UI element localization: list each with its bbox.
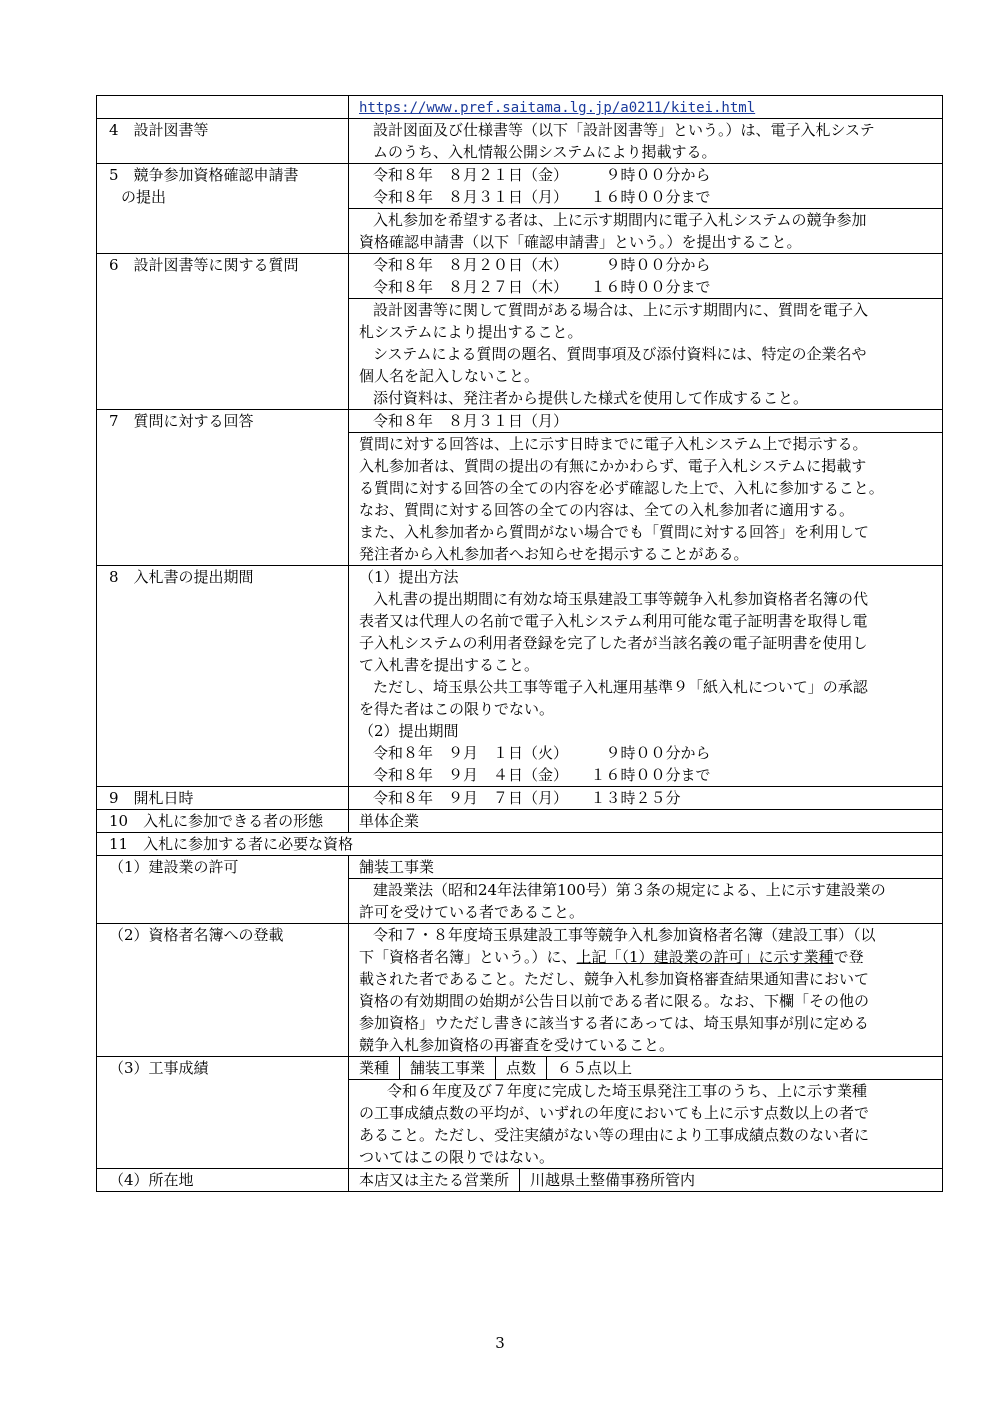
reference-link[interactable]: https://www.pref.saitama.lg.jp/a0211/kitei.html	[359, 100, 756, 116]
body-text: 表者又は代理人の名前で電子入札システム利用可能な電子証明書を取得し電	[359, 612, 868, 630]
body-text: の工事成績点数の平均が、いずれの年度においても上に示す点数以上の者で	[359, 1104, 870, 1122]
body-text: ついてはこの限りではない。	[359, 1148, 555, 1166]
section-label: 8 入札書の提出期間	[109, 568, 254, 586]
body-text: を得た者はこの限りでない。	[359, 700, 555, 718]
body-text: 下「資格者名簿」という。）に、上記「（1）建設業の許可」に示す業種で登	[359, 948, 864, 966]
period-to: 令和８年 ８月２７日（木） １６時００分まで	[373, 278, 711, 296]
section-label: 9 開札日時	[109, 789, 194, 807]
section-label: 5 競争参加資格確認申請書	[109, 166, 299, 184]
period-from: 令和８年 ８月２１日（金） ９時００分から	[373, 166, 711, 184]
body-text: 設計図書等に関して質問がある場合は、上に示す期間内に、質問を電子入	[373, 301, 869, 319]
opening-datetime: 令和８年 ９月 ７日（月） １３時２５分	[373, 789, 681, 807]
body-text: 発注者から入札参加者へお知らせを掲示することがある。	[359, 545, 749, 563]
section-label: 6 設計図書等に関する質問	[109, 256, 299, 274]
body-text: 札システムにより提出すること。	[359, 323, 583, 341]
row-reference-url	[97, 96, 943, 119]
row-work-performance	[97, 1057, 943, 1169]
row-application-submission	[97, 164, 943, 254]
body-text: 添付資料は、発注者から提供した様式を使用して作成すること。	[373, 389, 809, 407]
grid-value-score: ６５点以上	[557, 1059, 633, 1077]
participant-form-value: 単体企業	[359, 812, 420, 830]
row-participant-form	[97, 810, 943, 833]
body-text: 設計図面及び仕様書等（以下「設計図書等」という。）は、電子入札システ	[373, 121, 875, 139]
section-label: 10 入札に参加できる者の形態	[109, 812, 324, 830]
period-from: 令和８年 ９月 １日（火） ９時００分から	[373, 744, 711, 762]
section-label: 4 設計図書等	[109, 121, 209, 139]
answer-date: 令和８年 ８月３１日（月）	[373, 412, 569, 430]
body-text: ムのうち、入札情報公開システムにより掲載する。	[373, 143, 717, 161]
body-text: 入札書の提出期間に有効な埼玉県建設工事等競争入札参加資格者名簿の代	[373, 590, 869, 608]
body-text: なお、質問に対する回答の全ての内容は、全ての入札参加者に適用する。	[359, 501, 855, 519]
location-grid	[349, 1169, 942, 1191]
body-text: 質問に対する回答は、上に示す日時までに電子入札システム上で掲示する。	[359, 435, 868, 453]
subheading: （1）提出方法	[359, 568, 459, 586]
row-questions	[97, 254, 943, 410]
body-text: 令和７・８年度埼玉県建設工事等競争入札参加資格者名簿（建設工事）（以	[373, 926, 876, 944]
body-text: 参加資格」ウただし書きに該当する者にあっては、埼玉県知事が別に定める	[359, 1014, 869, 1032]
section-label: の提出	[121, 188, 167, 206]
qualification-label: （4）所在地	[109, 1171, 194, 1189]
body-text: 資格の有効期間の始期が公告日以前である者に限る。なお、下欄「その他の	[359, 992, 870, 1010]
location-area: 川越県土整備事務所管内	[530, 1171, 696, 1189]
body-text: て入札書を提出すること。	[359, 656, 540, 674]
row-register-listing	[97, 924, 943, 1057]
section-label: 7 質問に対する回答	[109, 412, 254, 430]
body-text: ただし、埼玉県公共工事等電子入札運用基準９「紙入札について」の承認	[373, 678, 868, 696]
period-to: 令和８年 ９月 ４日（金） １６時００分まで	[373, 766, 711, 784]
underlined-reference: 上記「（1）建設業の許可」に示す業種	[576, 948, 834, 966]
notice-table	[96, 95, 943, 1192]
row-location	[97, 1169, 943, 1192]
section-label: 11 入札に参加する者に必要な資格	[109, 835, 354, 853]
body-text: 載された者であること。ただし、競争入札参加資格審査結果通知書において	[359, 970, 870, 988]
row-answers	[97, 410, 943, 566]
license-type: 舗装工事業	[359, 858, 435, 876]
row-design-documents	[97, 119, 943, 164]
qualification-label: （3）工事成績	[109, 1059, 209, 1077]
body-text: 資格確認申請書（以下「確認申請書」という。）を提出すること。	[359, 233, 802, 251]
row-bid-submission-period	[97, 566, 943, 787]
grid-value-industry: 舗装工事業	[400, 1057, 496, 1079]
body-text: る質問に対する回答の全ての内容を必ず確認した上で、入札に参加すること。	[359, 479, 884, 497]
body-text: あること。ただし、受注実績がない等の理由により工事成績点数のない者に	[359, 1126, 870, 1144]
qualification-label: （2）資格者名簿への登載	[109, 926, 284, 944]
grid-header-industry: 業種	[349, 1057, 400, 1079]
performance-grid	[349, 1057, 942, 1079]
row-construction-license	[97, 856, 943, 924]
grid-header-score: 点数	[496, 1057, 547, 1079]
body-text: 入札参加者は、質問の提出の有無にかかわらず、電子入札システムに掲載す	[359, 457, 867, 475]
body-text: また、入札参加者から質問がない場合でも「質問に対する回答」を利用して	[359, 523, 870, 541]
period-to: 令和８年 ８月３１日（月） １６時００分まで	[373, 188, 711, 206]
period-from: 令和８年 ８月２０日（木） ９時００分から	[373, 256, 711, 274]
qualification-label: （1）建設業の許可	[109, 858, 239, 876]
body-text: 許可を受けている者であること。	[359, 903, 585, 921]
row-opening-date	[97, 787, 943, 810]
body-text: システムによる質問の題名、質問事項及び添付資料には、特定の企業名や	[373, 345, 867, 363]
subheading: （2）提出期間	[359, 722, 459, 740]
body-text: 令和６年度及び７年度に完成した埼玉県発注工事のうち、上に示す業種	[387, 1082, 868, 1100]
row-required-qualifications	[97, 833, 943, 856]
body-text: 個人名を記入しないこと。	[359, 367, 540, 385]
page-number: 3	[495, 1334, 505, 1352]
body-text: 建設業法（昭和24年法律第100号）第３条の規定による、上に示す建設業の	[373, 881, 886, 899]
body-text: 競争入札参加資格の再審査を受けていること。	[359, 1036, 675, 1054]
location-type: 本店又は主たる営業所	[349, 1169, 520, 1191]
body-text: 子入札システムの利用者登録を完了した者が当該名義の電子証明書を使用し	[359, 634, 868, 652]
body-text: 入札参加を希望する者は、上に示す期間内に電子入札システムの競争参加	[373, 211, 867, 229]
